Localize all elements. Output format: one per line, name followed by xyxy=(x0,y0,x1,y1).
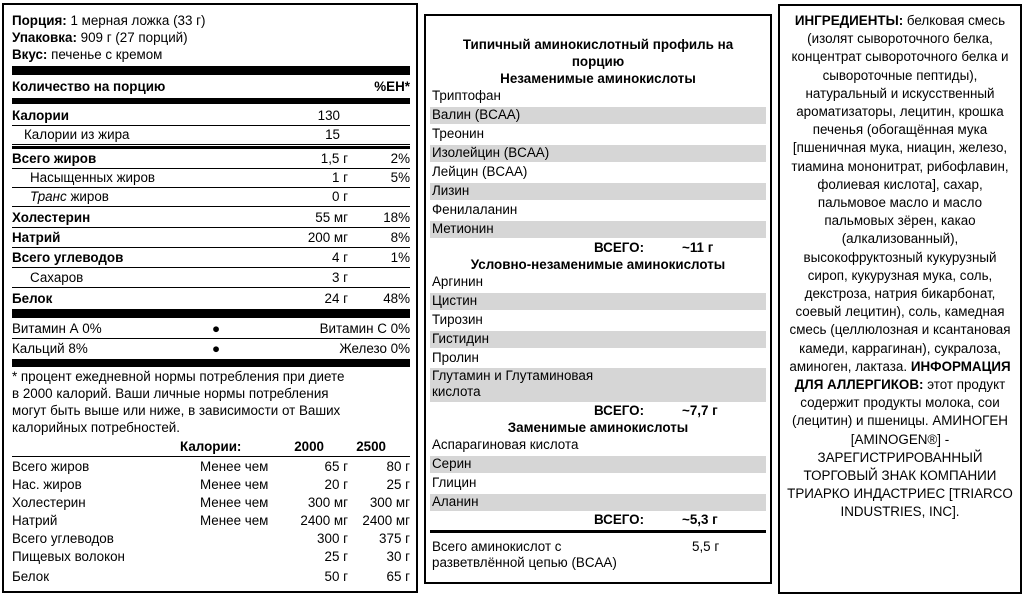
amino-acid-item: Фенилаланин xyxy=(432,202,518,217)
row-calories-from-fat xyxy=(12,127,410,145)
total-value: ~7,7 г xyxy=(682,403,718,418)
col-2000: 2000 xyxy=(294,439,324,454)
amino-acid-item: Серин xyxy=(430,456,766,473)
dv-2500: 2400 мг xyxy=(362,513,410,528)
daily-value-header: %ЕН* xyxy=(374,79,410,94)
dv-2500: 300 мг xyxy=(369,495,410,510)
thick-divider xyxy=(12,309,410,318)
divider xyxy=(12,146,410,149)
divider xyxy=(12,98,410,104)
row-dv: 1% xyxy=(390,250,410,265)
dv-label: Всего углеводов xyxy=(12,531,114,546)
package-size xyxy=(12,30,410,47)
glutamine-line2: кислота xyxy=(432,384,481,399)
serving-value: 1 мерная ложка (33 г) xyxy=(70,13,206,28)
ingredients-title: ИНГРЕДИЕНТЫ: xyxy=(794,13,904,28)
serving-label: Порция: xyxy=(12,13,67,28)
amino-acid-item: Метионин xyxy=(430,221,766,238)
footnote-text: * процент ежедневной нормы потребления при диете xyxy=(12,369,345,384)
row-dv: 8% xyxy=(390,230,410,245)
dv-2000: 300 мг xyxy=(307,495,348,510)
flavor-value: печенье с кремом xyxy=(51,47,163,62)
vitamin-a: Витамин А 0% xyxy=(12,321,102,336)
glutamine-line1: Глутамин и Глутаминовая xyxy=(432,368,594,383)
dv-2500: 65 г xyxy=(386,569,410,584)
amino-acid-item: Пролин xyxy=(432,350,479,365)
dv-limit: Менее чем xyxy=(200,477,269,492)
dv-2000: 2400 мг xyxy=(300,513,348,528)
row-label: Холестерин xyxy=(12,210,91,225)
amino-acid-item: Треонин xyxy=(432,126,485,141)
amino-acid-item xyxy=(430,368,766,402)
row-amount: 0 г xyxy=(331,189,348,204)
amount-per-serving-label: Количество на порцию xyxy=(12,79,166,94)
package-label: Упаковка: xyxy=(12,30,77,45)
dv-label: Нас. жиров xyxy=(12,477,82,492)
row-label: жиров xyxy=(70,189,109,204)
amino-title: Типичный аминокислотный профиль на xyxy=(462,37,734,52)
iron: Железо 0% xyxy=(339,341,410,356)
row-label: Всего углеводов xyxy=(12,250,124,265)
amino-acid-item: Цистин xyxy=(430,293,766,310)
row-label: Натрий xyxy=(12,230,61,245)
amino-acid-item: Тирозин xyxy=(432,312,483,327)
row-sodium xyxy=(12,230,410,248)
row-label: Калории xyxy=(12,108,69,123)
dv-label: Холестерин xyxy=(12,495,86,510)
amount-per-serving-header xyxy=(12,79,410,96)
row-sugars xyxy=(12,270,410,288)
dv-2000: 25 г xyxy=(324,549,348,564)
nonessential-title: Заменимые аминокислоты xyxy=(507,420,689,435)
trademark-text: АМИНОГЕН [AMINOGEN®] - ЗАРЕГИСТРИРОВАННЫЙ ТОРГОВЫЙ ЗНАК КОМПАНИИ ТРИАРКО ИНДАСТРИЕС [TRIARCO INDUSTRIES, INC]. xyxy=(787,413,1013,520)
thick-divider xyxy=(12,359,410,367)
row-trans-fat xyxy=(12,189,410,207)
row-amount: 4 г xyxy=(331,250,348,265)
row-total-carbs xyxy=(12,250,410,268)
row-amount: 24 г xyxy=(324,291,348,306)
row-saturated-fat xyxy=(12,170,410,188)
amino-acid-panel xyxy=(424,14,772,584)
essential-title: Незаменимые аминокислоты xyxy=(500,71,696,86)
row-calories xyxy=(12,108,410,126)
row-label: Всего жиров xyxy=(12,151,97,166)
row-dv: 18% xyxy=(383,210,410,225)
daily-values-header xyxy=(12,439,410,457)
bcaa-line2: разветвлённой цепью (BCAA) xyxy=(432,555,617,570)
dv-label: Белок xyxy=(12,569,50,584)
total-value: ~5,3 г xyxy=(682,512,718,527)
dv-label: Всего жиров xyxy=(12,459,90,474)
dv-label: Натрий xyxy=(12,513,58,528)
dv-2000: 50 г xyxy=(324,569,348,584)
divider xyxy=(430,530,766,533)
allergy-title: ИНФОРМАЦИЯ ДЛЯ АЛЛЕРГИКОВ: xyxy=(794,358,1011,393)
amino-acid-item: Аргинин xyxy=(432,274,484,289)
calories-col-label: Калории: xyxy=(180,439,242,454)
amino-acid-item: Триптофан xyxy=(432,88,501,103)
calcium: Кальций 8% xyxy=(12,341,88,356)
amino-title-line2: порцию xyxy=(571,54,625,69)
row-amount: 15 xyxy=(325,127,340,142)
nutrition-facts-panel xyxy=(2,3,418,593)
total-label: ВСЕГО: xyxy=(594,240,645,255)
dv-label: Пищевых волокон xyxy=(12,549,125,564)
serving-size xyxy=(12,13,410,30)
ingredients-text: белковая смесь (изолят сывороточного белка, концентрат сывороточного белка и сывороточные пептиды), натуральный и искусственный ароматизаторы, лецитин, крошка печенья (обогащённая мука [пшеничная мука, ниацин, железо, тиамина мононитрат, рибофлавин, фолиевая кислота], сахар, пальмовое масло и масло пальмовых зёрен, какао (алкализованный), высокофруктозный кукурузный сироп, кукурузная мука, соль, декстроза, натрия бикарбонат, соевый лецитин), соль, камедная смесь (целлюлозная и ксантановая камеди, каррагинан), сукралоза, аминоген, лактаза. xyxy=(789,13,1011,374)
row-cholesterol xyxy=(12,210,410,228)
dv-limit: Менее чем xyxy=(200,459,269,474)
bullet: ● xyxy=(212,321,221,336)
row-amount: 130 xyxy=(317,108,340,123)
row-amount: 55 мг xyxy=(315,210,348,225)
row-amount: 3 г xyxy=(331,270,348,285)
total-value: ~11 г xyxy=(682,240,714,255)
row-dv: 2% xyxy=(390,151,410,166)
bcaa-total xyxy=(430,539,766,573)
footnote-text: калорийных потребностей. xyxy=(12,420,180,435)
bcaa-line1: Всего аминокислот с xyxy=(432,539,562,554)
amino-acid-item: Валин (BCAA) xyxy=(430,107,766,124)
col-2500: 2500 xyxy=(356,439,386,454)
package-value: 909 г (27 порций) xyxy=(80,30,188,45)
flavor-label: Вкус: xyxy=(12,47,48,62)
dv-2500: 80 г xyxy=(386,459,410,474)
footnote-text: в 2000 калорий. Ваши личные нормы потребления xyxy=(12,386,329,401)
trans-italic: Транс xyxy=(30,189,67,204)
row-dv: 5% xyxy=(390,170,410,185)
row-total-fat xyxy=(12,151,410,169)
ingredients-text-block xyxy=(786,12,1014,522)
dv-2000: 20 г xyxy=(324,477,348,492)
row-protein xyxy=(12,291,410,308)
row-amount: 200 мг xyxy=(307,230,348,245)
row-amount: 1,5 г xyxy=(320,151,348,166)
total-label: ВСЕГО: xyxy=(594,512,645,527)
dv-2500: 30 г xyxy=(386,549,410,564)
total-label: ВСЕГО: xyxy=(594,403,645,418)
bcaa-value: 5,5 г xyxy=(692,539,720,554)
amino-acid-item: Гистидин xyxy=(430,331,766,348)
allergy-text: этот продукт содержит продукты молока, сои (лецитин) и пшеницы. xyxy=(792,377,1006,429)
amino-acid-item: Глицин xyxy=(432,475,477,490)
bullet: ● xyxy=(212,341,221,356)
amino-acid-item: Лизин xyxy=(430,183,766,200)
dv-2000: 300 г xyxy=(317,531,348,546)
dv-2000: 65 г xyxy=(324,459,348,474)
row-amount: 1 г xyxy=(331,170,348,185)
amino-acid-item: Аспарагиновая кислота xyxy=(432,437,579,452)
ingredients-panel xyxy=(778,4,1022,594)
row-label: Калории из жира xyxy=(24,127,130,142)
amino-acid-item: Аланин xyxy=(430,494,766,511)
row-label: Сахаров xyxy=(30,270,84,285)
footnote-text: могут быть выше или ниже, в зависимости от Ваших xyxy=(12,403,341,418)
row-label: Насыщенных жиров xyxy=(30,170,156,185)
amino-acid-item: Изолейцин (BCAA) xyxy=(430,145,766,162)
dv-2500: 25 г xyxy=(386,477,410,492)
flavor xyxy=(12,47,410,64)
vitamin-c: Витамин С 0% xyxy=(319,321,410,336)
vitamin-row xyxy=(12,321,410,339)
thick-divider xyxy=(12,66,410,75)
dv-limit: Менее чем xyxy=(200,513,269,528)
vitamin-row xyxy=(12,341,410,358)
row-label: Белок xyxy=(12,291,53,306)
row-dv: 48% xyxy=(383,291,410,306)
amino-acid-item: Лейцин (BCAA) xyxy=(432,164,528,179)
dv-limit: Менее чем xyxy=(200,495,269,510)
dv-2500: 375 г xyxy=(379,531,410,546)
conditional-title: Условно-незаменимые аминокислоты xyxy=(470,257,726,272)
